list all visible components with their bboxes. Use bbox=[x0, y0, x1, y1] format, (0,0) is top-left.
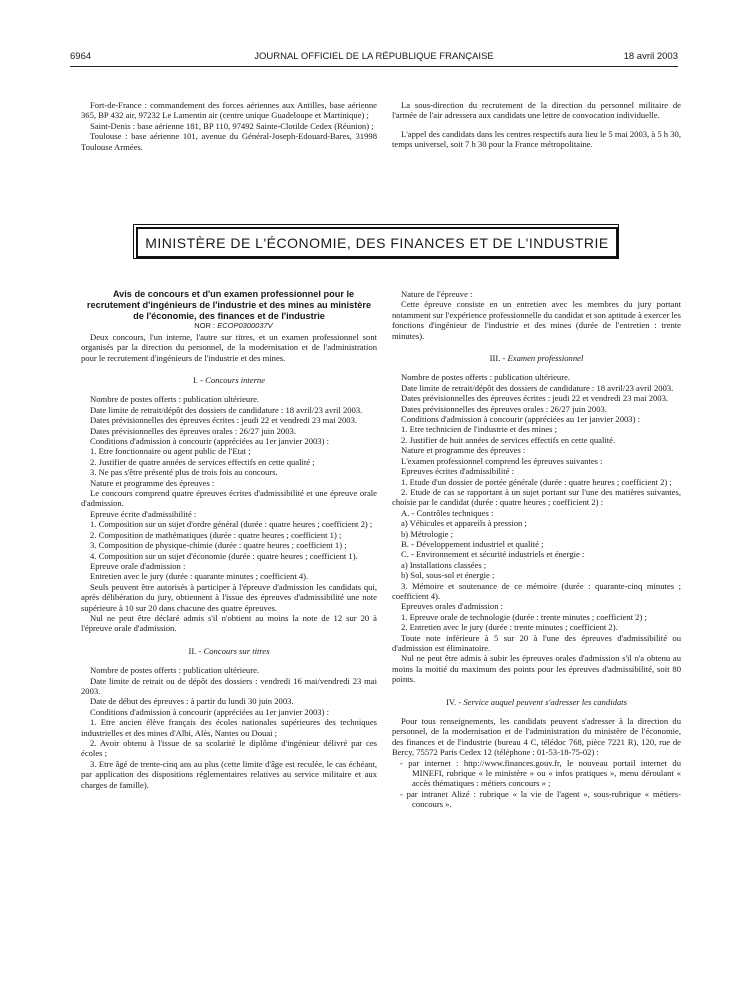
paragraph: b) Métrologie ; bbox=[401, 528, 454, 539]
paragraph: Le concours comprend quatre épreuves écrites d'admissibilité et une épreuve orale d'admission. bbox=[81, 488, 377, 509]
address-paragraph: Fort-de-France : commandement des forces aériennes aux Antilles, base aérienne 365, BP 432 air, 97232 Le Lamentin air (centre unique Guadeloupe et Martinique) ; bbox=[81, 100, 377, 121]
paragraph: Date limite de retrait/dépôt des dossiers de candidature : 18 avril/23 avril 2003. bbox=[401, 382, 674, 393]
paragraph: 1. Epreuve orale de technologie (durée : trente minutes ; coefficient 2) ; bbox=[401, 611, 647, 622]
paragraph: L'appel des candidats dans les centres respectifs aura lieu le 5 mai 2003, à 5 h 30, temps universel, soit 7 h 30 pour la France métropolitaine. bbox=[392, 128, 681, 150]
contact-list bbox=[392, 758, 681, 810]
header-rule bbox=[70, 66, 678, 67]
paragraph: Nul ne peut être admis à subir les épreuves orales d'admission s'il n'a obtenu au moins la moitié du maximum des points pour les épreuves d'admissibilité, soit 80 points. bbox=[392, 653, 681, 685]
right-column bbox=[392, 289, 681, 810]
paragraph: A. - Contrôles techniques : bbox=[401, 507, 494, 518]
paragraph: Toute note inférieure à 5 sur 20 à l'une des épreuves d'admissibilité ou d'admission est éliminatoire. bbox=[392, 632, 681, 653]
paragraph: Nombre de postes offerts : publication ultérieure. bbox=[90, 665, 260, 676]
paragraph: C. - Environnement et sécurité industriels et énergie : bbox=[401, 549, 585, 560]
paragraph: Nature et programme des épreuves : bbox=[90, 477, 215, 488]
paragraph: Epreuve orale d'admission : bbox=[90, 560, 186, 571]
paragraph: Conditions d'admission à concourir (appréciées au 1er janvier 2003) : bbox=[90, 436, 330, 447]
journal-title: JOURNAL OFFICIEL DE LA RÉPUBLIQUE FRANÇAISE bbox=[254, 51, 494, 62]
paragraph: Nombre de postes offerts : publication ultérieure. bbox=[90, 394, 260, 405]
paragraph: 2. Composition de mathématiques (durée : quatre heures ; coefficient 1) ; bbox=[90, 529, 342, 540]
section-4-body bbox=[392, 716, 681, 758]
paragraph: 2. Justifier de quatre années de services effectifs en cette qualité ; bbox=[90, 456, 315, 467]
paragraph: Date de début des épreuves : à partir du lundi 30 juin 2003. bbox=[90, 696, 294, 707]
paragraph: 2. Avoir obtenu à l'issue de sa scolarité le diplôme d'ingénieur délivré par ces écoles ; bbox=[81, 738, 377, 759]
page-header bbox=[70, 51, 678, 65]
intro-paragraph: Deux concours, l'un interne, l'autre sur titres, et un examen professionnel sont organisés par la direction du personnel, de la modernisation et de l'administration pour le recrutement d'ingénieurs de l'industrie et des mines. bbox=[81, 331, 377, 363]
paragraph: a) Installations classées ; bbox=[401, 559, 487, 570]
paragraph: 1. Etre ancien élève français des écoles nationales supérieures des techniques industrielles et des mines d'Albi, Alès, Nantes ou Douai ; bbox=[81, 717, 377, 738]
paragraph: Date limite de retrait/dépôt des dossiers de candidature : 18 avril/23 avril 2003. bbox=[90, 404, 363, 415]
paragraph: 4. Composition sur un sujet d'économie (durée : quatre heures ; coefficient 1). bbox=[90, 550, 358, 561]
issue-date: 18 avril 2003 bbox=[623, 51, 678, 62]
paragraph: Dates prévisionnelles des épreuves écrites : jeudi 22 et vendredi 23 mai 2003. bbox=[401, 393, 669, 404]
section-heading: IV. - Service auquel peuvent s'adresser les candidats bbox=[446, 696, 627, 707]
paragraph: Epreuves écrites d'admissibilité : bbox=[401, 466, 514, 477]
paragraph: 2. Entretien avec le jury (durée : trente minutes ; coefficient 2). bbox=[401, 622, 618, 633]
section-heading: III. - Examen professionnel bbox=[489, 353, 584, 364]
paragraph: 2. Justifier de huit années de services effectifs en cette qualité. bbox=[401, 434, 616, 445]
paragraph: 2. Etude de cas se rapportant à un sujet portant sur l'une des matières suivantes, choisie par le candidat (durée : quatre heures ; coefficient 2) : bbox=[392, 486, 681, 508]
paragraph: Nature de l'épreuve : bbox=[401, 289, 473, 299]
section-3-body bbox=[392, 372, 681, 684]
section-1-body bbox=[81, 394, 377, 633]
paragraph: Nombre de postes offerts : publication ultérieure. bbox=[401, 372, 571, 383]
nor-label: NOR : bbox=[194, 321, 218, 331]
top-right-column bbox=[392, 100, 681, 150]
paragraph: La sous-direction du recrutement de la direction du personnel militaire de l'armée de l'air adressera aux candidats une lettre de convocation individuelle. bbox=[392, 100, 681, 121]
paragraph: Nature et programme des épreuves : bbox=[401, 445, 526, 456]
paragraph: 3. Mémoire et soutenance de ce mémoire (durée : quarante-cinq minutes ; coefficient 4). bbox=[392, 580, 681, 601]
paragraph: L'examen professionnel comprend les épreuves suivantes : bbox=[401, 455, 603, 466]
left-column bbox=[81, 289, 377, 790]
address-paragraph: Toulouse : base aérienne 101, avenue du Général-Joseph-Edouard-Bares, 31998 Toulouse Armées. bbox=[81, 131, 377, 152]
paragraph: 1. Composition sur un sujet d'ordre général (durée : quatre heures ; coefficient 2) ; bbox=[90, 519, 373, 530]
paragraph: Conditions d'admission à concourir (appréciées au 1er janvier 2003) : bbox=[90, 706, 330, 717]
paragraph: 1. Etre technicien de l'industrie et des mines ; bbox=[401, 424, 557, 435]
paragraph: Epreuve écrite d'admissibilité : bbox=[90, 508, 197, 519]
nor-code: ECOP0300037V bbox=[217, 321, 273, 331]
paragraph: Entretien avec le jury (durée : quarante minutes ; coefficient 4). bbox=[90, 571, 309, 582]
nor-reference bbox=[81, 321, 377, 331]
paragraph: Dates prévisionnelles des épreuves orales : 26/27 juin 2003. bbox=[401, 403, 607, 414]
section-2-body bbox=[81, 665, 377, 790]
list-item[interactable]: - par internet : http://www.finances.gouv.fr, le nouveau portail internet du MINEFI, rubrique « le ministère » ou « infos pratiques », menu déroulant « accès thématiques : métiers concours » ; bbox=[400, 757, 681, 789]
paragraph: 3. Etre âgé de trente-cinq ans au plus (cette limite d'âge est reculée, le cas échéant, par application des dispositions réglementaires relatives au service militaire et aux charges de famille). bbox=[81, 758, 377, 790]
paragraph: Nul ne peut être déclaré admis s'il n'obtient au moins la note de 12 sur 20 à l'épreuve orale d'admission. bbox=[81, 612, 377, 634]
ministry-heading: MINISTÈRE DE L'ÉCONOMIE, DES FINANCES ET DE L'INDUSTRIE bbox=[136, 227, 618, 258]
notice-title: Avis de concours et d'un examen professionnel pour le recrutement d'ingénieurs de l'industrie et des mines au ministère de l'économie, des finances et de l'industrie bbox=[86, 289, 372, 321]
list-item[interactable]: - par intranet Alizé : rubrique « la vie de l'agent », sous-rubrique « métiers-concours ». bbox=[400, 788, 681, 810]
section-heading: II. - Concours sur titres bbox=[188, 645, 270, 656]
paragraph: Conditions d'admission à concourir (appréciées au 1er janvier 2003) : bbox=[401, 414, 641, 425]
top-left-column bbox=[81, 100, 377, 152]
paragraph: 3. Composition de physique-chimie (durée : quatre heures ; coefficient 1) ; bbox=[90, 540, 347, 551]
page-number: 6964 bbox=[70, 51, 92, 62]
paragraph: 1. Etre fonctionnaire ou agent public de l'Etat ; bbox=[90, 446, 251, 457]
paragraph: Cette épreuve consiste en un entretien avec les membres du jury portant notamment sur l'expérience professionnelle du candidat et son aptitude à exercer les fonctions d'ingénieur de l'industrie et des mines (durée de l'entretien : trente minutes). bbox=[392, 299, 681, 341]
paragraph: Dates prévisionnelles des épreuves écrites : jeudi 22 et vendredi 23 mai 2003. bbox=[90, 415, 358, 426]
paragraph: 1. Etude d'un dossier de portée générale (durée : quatre heures ; coefficient 2) ; bbox=[401, 476, 672, 487]
section-heading: I. - Concours interne bbox=[192, 375, 266, 386]
paragraph: B. - Développement industriel et qualité ; bbox=[401, 538, 544, 549]
paragraph: b) Sol, sous-sol et énergie ; bbox=[401, 570, 495, 581]
paragraph: Seuls peuvent être autorisés à participer à l'épreuve d'admission les candidats qui, après délibération du jury, obtiennent à l'issue des épreuves d'admissibilité une note supérieure à 10 sur 20 dans chacune des quatre épreuves. bbox=[81, 581, 377, 613]
paragraph: a) Véhicules et appareils à pression ; bbox=[401, 518, 527, 529]
paragraph: Dates prévisionnelles des épreuves orales : 26/27 juin 2003. bbox=[90, 425, 296, 436]
paragraph: Pour tous renseignements, les candidats peuvent s'adresser à la direction du personnel, de la modernisation et de l'administration du ministère de l'économie, des finances et de l'industrie (bureau 4 C, télédoc 768, pièce 7221 R), 120, rue de Bercy, 75572 Paris Cedex 12 (téléphone : 01-53-18-75-02) : bbox=[392, 716, 681, 758]
address-paragraph: Saint-Denis : base aérienne 181, BP 110, 97492 Sainte-Clotilde Cedex (Réunion) ; bbox=[90, 120, 374, 131]
paragraph: 3. Ne pas s'être présenté plus de trois fois au concours. bbox=[90, 467, 278, 478]
paragraph: Date limite de retrait ou de dépôt des dossiers : vendredi 16 mai/vendredi 23 mai 2003. bbox=[81, 675, 377, 696]
paragraph: Epreuves orales d'admission : bbox=[401, 601, 504, 612]
